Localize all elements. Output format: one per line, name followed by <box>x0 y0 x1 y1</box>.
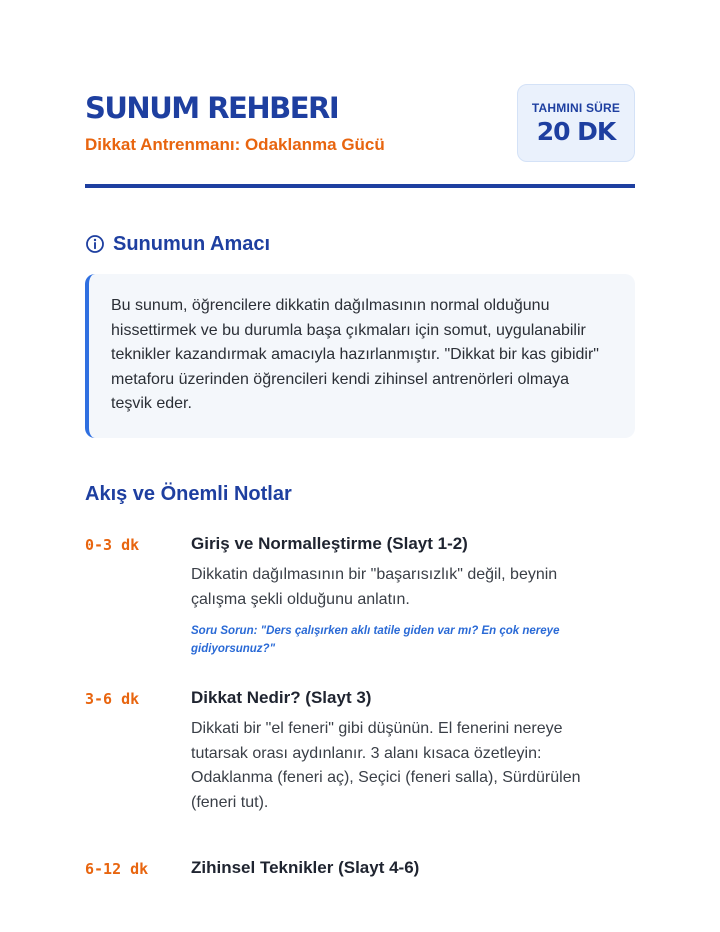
duration-value: 20 DK <box>536 117 616 146</box>
flow-heading-text: Akış ve Önemli Notlar <box>85 483 292 505</box>
header <box>85 0 635 188</box>
timeline-title: Zihinsel Teknikler (Slayt 4-6) <box>191 858 420 877</box>
presentation-guide-page <box>85 0 635 878</box>
timeline-description: Dikkatin dağılmasının bir "başarısızlık" değil, beynin çalışma şekli olduğunu anlatın. <box>191 566 558 608</box>
timeline-time: 3-6 dk <box>85 690 140 708</box>
duration-card <box>517 84 635 162</box>
page-title: SUNUM REHBERI <box>85 91 339 125</box>
timeline-body <box>191 686 611 815</box>
purpose-heading <box>85 230 270 258</box>
flow-heading <box>85 480 292 508</box>
timeline-time: 0-3 dk <box>85 536 140 554</box>
purpose-heading-text: Sunumun Amacı <box>113 233 271 255</box>
duration-label: TAHMINI SÜRE <box>531 101 621 115</box>
timeline-note: Soru Sorun: "Ders çalışırken aklı tatile giden var mı? En çok nereye gidiyorsunuz?" <box>191 625 560 656</box>
timeline-body <box>191 532 611 658</box>
timeline-title: Dikkat Nedir? (Slayt 3) <box>191 688 372 707</box>
page-subtitle: Dikkat Antrenmanı: Odaklanma Gücü <box>85 135 385 154</box>
timeline-description: Dikkati bir "el feneri" gibi düşünün. El fenerini nereye tutarsak orası aydınlanır. 3 alanı kısaca özetleyin: Odaklanma (feneri aç), Seçici (feneri salla), Sürdürülen (feneri tut). <box>191 720 581 811</box>
timeline-time: 6-12 dk <box>85 860 149 878</box>
purpose-box: Bu sunum, öğrencilere dikkatin dağılmasının normal olduğunu hissettirmek ve bu durumla başa çıkmaları için somut, uygulanabilir teknikler kazandırmak amacıyla hazırlanmıştır. "Dikkat bir kas gibidir" metaforu üzerinden öğrencileri kendi zihinsel antrenörleri olmaya teşvik eder. <box>85 274 635 438</box>
info-icon <box>85 234 105 254</box>
timeline-title: Giriş ve Normalleştirme (Slayt 1-2) <box>191 534 468 553</box>
timeline-body <box>191 856 611 880</box>
